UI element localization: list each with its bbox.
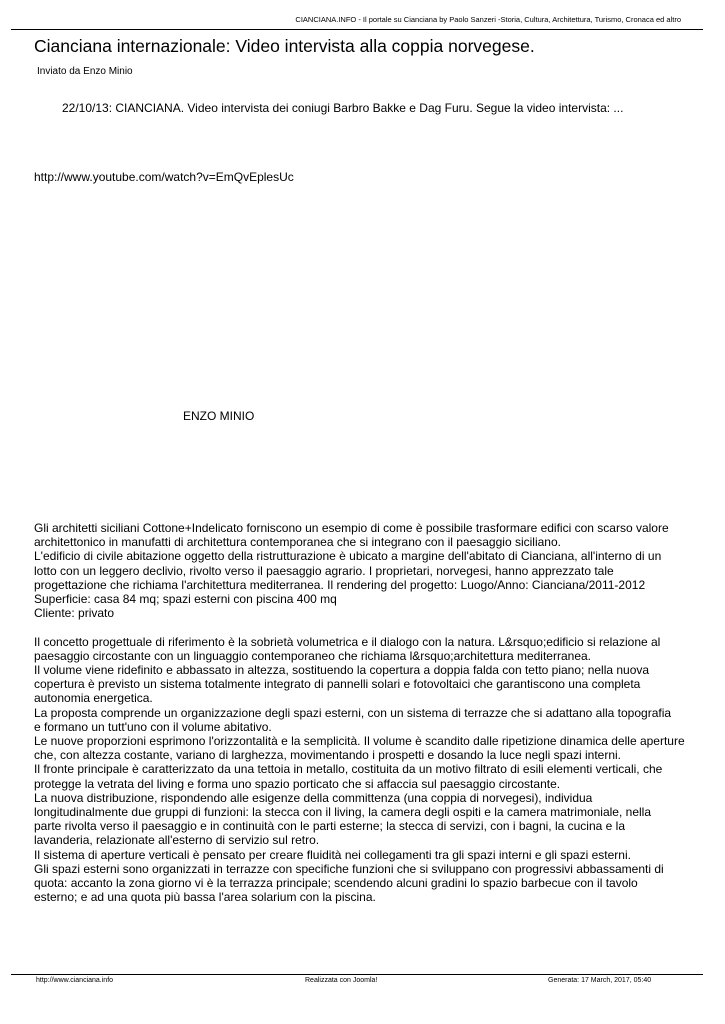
- body-paragraph-2: Il concetto progettuale di riferimento è la sobrietà volumetrica e il dialogo con la natura. L&rsquo;edificio si relazione al paesaggio circostante con un linguaggio contemporaneo che richiama l&rsquo;architettura mediterranea. Il volume viene ridefinito e abbassato in altezza, sostituendo la copertura a doppia falda con tetto piano; nella nuova copertura è previsto un sistema totalmente integrato di pannelli solari e fotovoltaici che garantiscono una completa autonomia energetica. La proposta comprende un organizzazione degli spazi esterni, con un sistema di terrazze che si adattano alla topografia e formano un tutt'uno con il volume abitativo. Le nuove proporzioni esprimono l'orizzontalità e la semplicità. Il volume è scandito dalle ripetizione dinamica delle aperture che, con altezza costante, variano di larghezza, movimentando i prospetti e dosando la luce negli spazi interni. Il fronte principale è caratterizzato da una tettoia in metallo, costituita da un motivo filtrato di esili elementi verticali, che protegge la vetrata del living e forma uno spazio porticato che si affaccia sul paesaggio circostante. La nuova distribuzione, rispondendo alle esigenze della committenza (una coppia di norvegesi), individua longitudinalmente due gruppi di funzioni: la stecca con il living, la camera degli ospiti e la camera matrimoniale, nella parte rivolta verso il paesaggio e in continuità con le parti esterne; la stecca di servizi, con i bagni, la cucina e la lavanderia, relazionate all'esterno di servizio sul retro. Il sistema di aperture verticali è pensato per creare fluidità nei collegamenti tra gli spazi interni e gli spazi esterni. Gli spazi esterni sono organizzati in terrazze con specifiche funzioni che si sviluppano con progressivi abbassamenti di quota: accanto la zona giorno vi è la terrazza principale; scendendo alcuni gradini lo spazio barbecue con il tavolo esterno; e ad una quota più bassa l'area solarium con la piscina.: [34, 634, 685, 905]
- footer-site-url[interactable]: http://www.cianciana.info: [36, 977, 114, 984]
- article-author: ENZO MINIO: [183, 409, 255, 423]
- article-body: [34, 521, 694, 904]
- footer-divider: [11, 974, 703, 975]
- body-paragraph-1: Gli architetti siciliani Cottone+Indelicato forniscono un esempio di come è possibile trasformare edifici con scarso valore architettonico in manufatti di architettura contemporanea che si integrano con il paesaggio siciliano. L'edificio di civile abitazione oggetto della ristrutturazione è ubicato a margine dell'abitato di Cianciana, all'interno di un lotto con un leggero declivio, rivolto verso il paesaggio agrario. I proprietari, norvegesi, hanno apprezzato tale progettazione che richiama l'architettura mediterranea. Il rendering del progetto: Luogo/Anno: Cianciana/2011-2012 Superficie: casa 84 mq; spazi esterni con piscina 400 mq Cliente: privato: [34, 521, 669, 621]
- article-byline: Inviato da Enzo Minio: [37, 66, 133, 77]
- video-link[interactable]: http://www.youtube.com/watch?v=EmQvEplesUc: [34, 170, 294, 184]
- site-header-title: CIANCIANA.INFO - Il portale su Cianciana by Paolo Sanzeri -Storia, Cultura, Architettura, Turismo, Cronaca ed altro: [295, 15, 681, 24]
- article-intro: 22/10/13: CIANCIANA. Video intervista dei coniugi Barbro Bakke e Dag Furu. Segue la video intervista: ...: [62, 101, 624, 115]
- article-title: Cianciana internazionale: Video intervista alla coppia norvegese.: [34, 36, 535, 56]
- footer-made-with: Realizzata con Joomla!: [305, 977, 378, 984]
- footer-generated-date: Generata: 17 March, 2017, 05:40: [548, 977, 652, 984]
- header-divider: [11, 29, 703, 30]
